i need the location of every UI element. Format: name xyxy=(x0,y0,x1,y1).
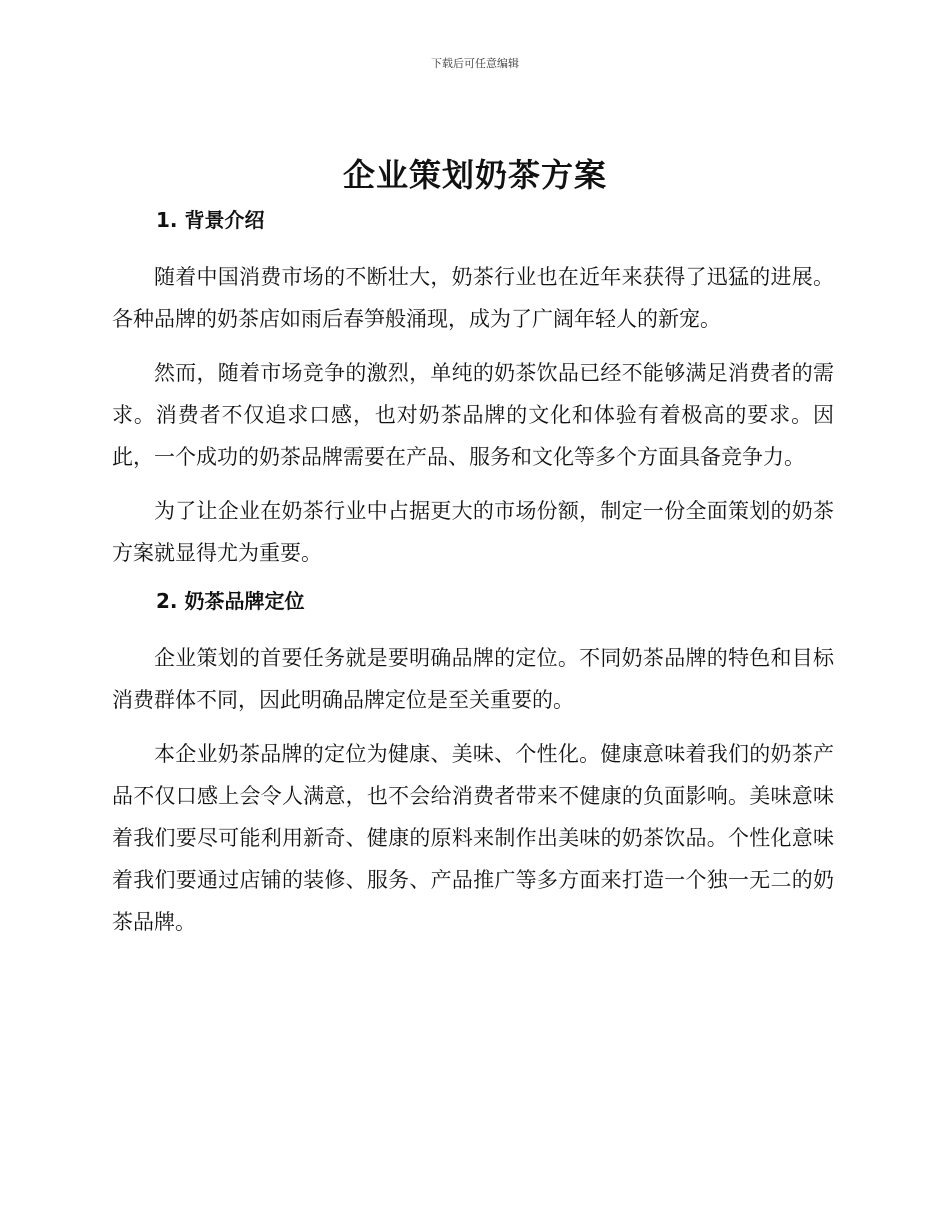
section-heading-background: 1. 背景介绍 xyxy=(156,208,265,232)
section-background xyxy=(112,205,834,574)
paragraph: 随着中国消费市场的不断壮大，奶茶行业也在近年来获得了迅猛的进展。各种品牌的奶茶店如雨后春笋般涌现，成为了广阔年轻人的新宠。 xyxy=(112,265,834,331)
section-brand-positioning xyxy=(112,586,834,943)
header-note: 下载后可任意编辑 xyxy=(431,57,519,70)
paragraph: 企业策划的首要任务就是要明确品牌的定位。不同奶茶品牌的特色和目标消费群体不同，因此明确品牌定位是至关重要的。 xyxy=(112,646,834,712)
paragraph: 然而，随着市场竞争的激烈，单纯的奶茶饮品已经不能够满足消费者的需求。消费者不仅追求口感，也对奶茶品牌的文化和体验有着极高的要求。因此，一个成功的奶茶品牌需要在产品、服务和文化等多个方面具备竞争力。 xyxy=(112,361,834,469)
document-body xyxy=(112,205,834,955)
paragraph: 本企业奶茶品牌的定位为健康、美味、个性化。健康意味着我们的奶茶产品不仅口感上会令人满意，也不会给消费者带来不健康的负面影响。美味意味着我们要尽可能利用新奇、健康的原料来制作出美味的奶茶饮品。个性化意味着我们要通过店铺的装修、服务、产品推广等多方面来打造一个独一无二的奶茶品牌。 xyxy=(112,742,834,934)
paragraph: 为了让企业在奶茶行业中占据更大的市场份额，制定一份全面策划的奶茶方案就显得尤为重要。 xyxy=(112,499,834,565)
page-title: 企业策划奶茶方案 xyxy=(342,156,607,194)
section-heading-brand-positioning: 2. 奶茶品牌定位 xyxy=(156,589,305,613)
